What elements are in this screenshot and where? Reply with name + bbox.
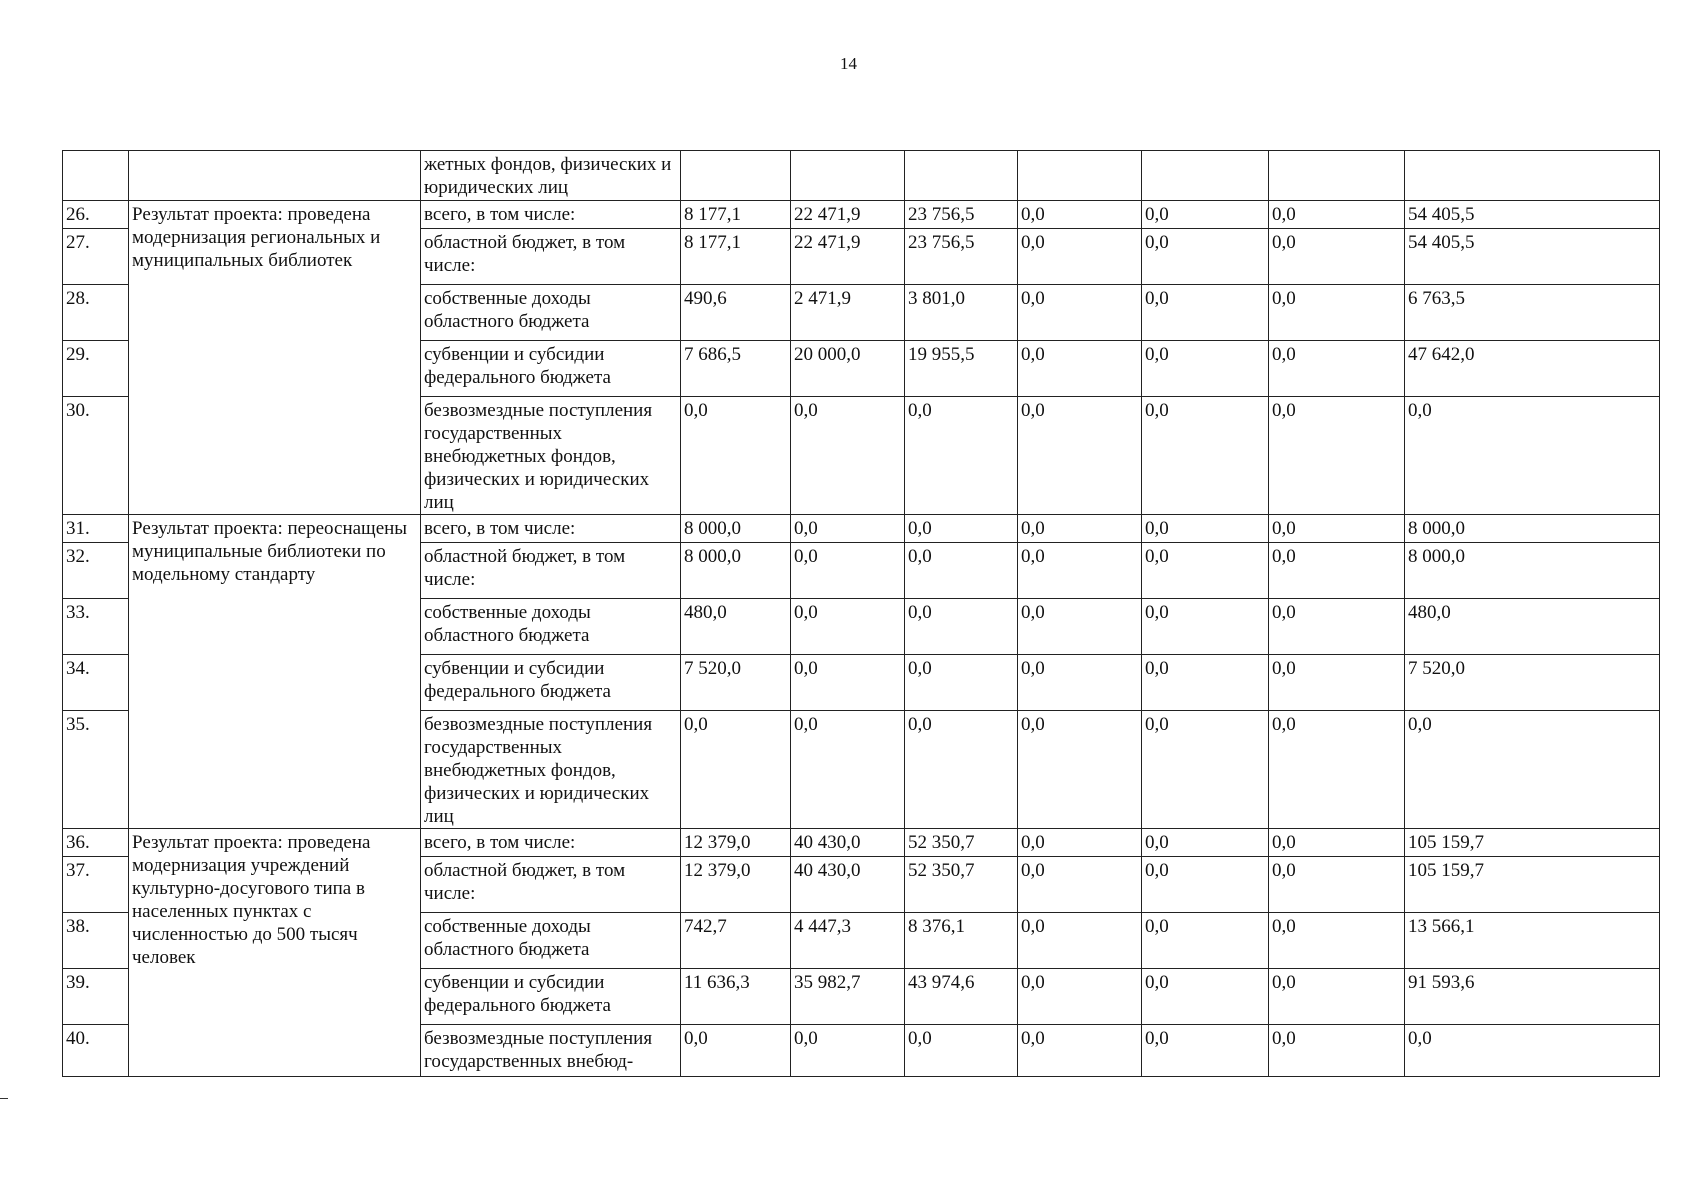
row-number-cell: 39. (63, 969, 129, 1025)
result-cell: Результат проекта: проведена модернизация учреждений культурно-досугового типа в населенных пунктах с численностью до 500 тысяч человек (129, 829, 421, 1077)
value-cell: 0,0 (1018, 285, 1142, 341)
value-cell: 7 520,0 (1405, 655, 1660, 711)
value-cell (1405, 151, 1660, 201)
value-cell: 2 471,9 (791, 285, 905, 341)
row-number-cell: 28. (63, 285, 129, 341)
value-cell: 0,0 (905, 655, 1018, 711)
value-cell: 6 763,5 (1405, 285, 1660, 341)
value-cell: 0,0 (1142, 285, 1269, 341)
value-cell: 7 686,5 (681, 341, 791, 397)
value-cell: 40 430,0 (791, 857, 905, 913)
value-cell: 0,0 (1269, 341, 1405, 397)
value-cell: 8 177,1 (681, 201, 791, 229)
value-cell: 0,0 (1142, 1025, 1269, 1077)
value-cell: 11 636,3 (681, 969, 791, 1025)
value-cell: 13 566,1 (1405, 913, 1660, 969)
value-cell: 0,0 (1018, 397, 1142, 515)
value-cell: 20 000,0 (791, 341, 905, 397)
value-cell (1269, 151, 1405, 201)
result-cell: Результат проекта: проведена модернизация региональных и муниципальных библиотек (129, 201, 421, 515)
value-cell: 23 756,5 (905, 201, 1018, 229)
value-cell: 0,0 (681, 1025, 791, 1077)
value-cell (681, 151, 791, 201)
value-cell: 0,0 (791, 543, 905, 599)
category-cell: всего, в том числе: (421, 201, 681, 229)
value-cell: 0,0 (1018, 341, 1142, 397)
value-cell: 0,0 (905, 543, 1018, 599)
value-cell: 0,0 (1269, 711, 1405, 829)
table-row (63, 201, 1660, 229)
row-number-cell: 34. (63, 655, 129, 711)
value-cell: 0,0 (791, 711, 905, 829)
value-cell: 0,0 (1142, 229, 1269, 285)
value-cell: 12 379,0 (681, 829, 791, 857)
value-cell: 0,0 (1269, 829, 1405, 857)
value-cell: 54 405,5 (1405, 201, 1660, 229)
value-cell: 91 593,6 (1405, 969, 1660, 1025)
value-cell: 0,0 (791, 599, 905, 655)
row-number-cell: 33. (63, 599, 129, 655)
category-cell: субвенции и субсидии федерального бюджета (421, 969, 681, 1025)
value-cell: 8 000,0 (681, 543, 791, 599)
value-cell: 8 000,0 (1405, 515, 1660, 543)
value-cell: 8 000,0 (1405, 543, 1660, 599)
value-cell: 8 000,0 (681, 515, 791, 543)
category-cell: всего, в том числе: (421, 829, 681, 857)
value-cell: 0,0 (1142, 969, 1269, 1025)
value-cell: 0,0 (1269, 543, 1405, 599)
category-cell: безвозмездные поступления государственных внебюджетных фондов, физических и юридических лиц (421, 711, 681, 829)
value-cell: 0,0 (1018, 229, 1142, 285)
table-body (63, 151, 1660, 1077)
value-cell: 0,0 (791, 397, 905, 515)
value-cell: 0,0 (1269, 285, 1405, 341)
category-cell: всего, в том числе: (421, 515, 681, 543)
value-cell: 0,0 (1405, 1025, 1660, 1077)
value-cell: 0,0 (905, 397, 1018, 515)
value-cell: 0,0 (1018, 969, 1142, 1025)
category-cell: собственные доходы областного бюджета (421, 285, 681, 341)
value-cell: 0,0 (1269, 1025, 1405, 1077)
category-cell: жетных фондов, физических и юридических лиц (421, 151, 681, 201)
category-cell: субвенции и субсидии федерального бюджета (421, 655, 681, 711)
value-cell: 12 379,0 (681, 857, 791, 913)
value-cell: 0,0 (1269, 515, 1405, 543)
row-number-cell: 27. (63, 229, 129, 285)
row-number-cell: 26. (63, 201, 129, 229)
row-number-cell: 36. (63, 829, 129, 857)
budget-table (62, 150, 1660, 1077)
value-cell: 0,0 (905, 599, 1018, 655)
value-cell (791, 151, 905, 201)
value-cell: 52 350,7 (905, 829, 1018, 857)
value-cell: 0,0 (791, 1025, 905, 1077)
value-cell: 0,0 (1142, 913, 1269, 969)
value-cell: 0,0 (1142, 655, 1269, 711)
value-cell: 0,0 (1142, 829, 1269, 857)
value-cell: 0,0 (1142, 857, 1269, 913)
value-cell: 0,0 (1269, 599, 1405, 655)
value-cell: 0,0 (1018, 515, 1142, 543)
row-number-cell: 31. (63, 515, 129, 543)
value-cell: 490,6 (681, 285, 791, 341)
value-cell: 54 405,5 (1405, 229, 1660, 285)
value-cell: 0,0 (1018, 543, 1142, 599)
row-number-cell: 37. (63, 857, 129, 913)
value-cell: 0,0 (1142, 515, 1269, 543)
value-cell: 0,0 (1142, 711, 1269, 829)
value-cell: 0,0 (1142, 397, 1269, 515)
value-cell: 7 520,0 (681, 655, 791, 711)
value-cell (905, 151, 1018, 201)
category-cell: областной бюджет, в том числе: (421, 543, 681, 599)
value-cell: 0,0 (681, 711, 791, 829)
row-number-cell: 30. (63, 397, 129, 515)
value-cell: 0,0 (1018, 201, 1142, 229)
value-cell: 4 447,3 (791, 913, 905, 969)
table-row (63, 515, 1660, 543)
value-cell: 0,0 (1269, 857, 1405, 913)
value-cell: 105 159,7 (1405, 857, 1660, 913)
result-cell: Результат проекта: переоснащены муниципальные библиотеки по модельному стандарту (129, 515, 421, 829)
value-cell: 52 350,7 (905, 857, 1018, 913)
row-number-cell: 32. (63, 543, 129, 599)
value-cell: 0,0 (1269, 397, 1405, 515)
value-cell: 0,0 (791, 515, 905, 543)
value-cell: 480,0 (681, 599, 791, 655)
scan-mark (0, 1098, 8, 1099)
value-cell: 480,0 (1405, 599, 1660, 655)
value-cell: 0,0 (1269, 913, 1405, 969)
value-cell: 40 430,0 (791, 829, 905, 857)
value-cell: 0,0 (1018, 711, 1142, 829)
row-number-cell (63, 151, 129, 201)
table-row-carry-over (63, 151, 1660, 201)
category-cell: областной бюджет, в том числе: (421, 857, 681, 913)
value-cell (1018, 151, 1142, 201)
row-number-cell: 35. (63, 711, 129, 829)
value-cell: 0,0 (905, 1025, 1018, 1077)
category-cell: безвозмездные поступления государственных внебюд- (421, 1025, 681, 1077)
value-cell: 0,0 (905, 515, 1018, 543)
value-cell: 0,0 (1142, 201, 1269, 229)
category-cell: безвозмездные поступления государственных внебюджетных фондов, физических и юридических лиц (421, 397, 681, 515)
value-cell: 0,0 (1018, 857, 1142, 913)
value-cell: 47 642,0 (1405, 341, 1660, 397)
value-cell: 0,0 (1018, 599, 1142, 655)
value-cell: 0,0 (905, 711, 1018, 829)
value-cell: 0,0 (1405, 711, 1660, 829)
category-cell: собственные доходы областного бюджета (421, 599, 681, 655)
value-cell: 105 159,7 (1405, 829, 1660, 857)
value-cell: 0,0 (1269, 969, 1405, 1025)
value-cell: 43 974,6 (905, 969, 1018, 1025)
row-number-cell: 29. (63, 341, 129, 397)
result-cell (129, 151, 421, 201)
value-cell: 0,0 (1405, 397, 1660, 515)
value-cell: 19 955,5 (905, 341, 1018, 397)
value-cell: 0,0 (1018, 913, 1142, 969)
value-cell: 8 376,1 (905, 913, 1018, 969)
value-cell: 0,0 (1018, 1025, 1142, 1077)
category-cell: областной бюджет, в том числе: (421, 229, 681, 285)
value-cell (1142, 151, 1269, 201)
value-cell: 742,7 (681, 913, 791, 969)
value-cell: 0,0 (1018, 655, 1142, 711)
value-cell: 0,0 (1142, 543, 1269, 599)
page-number: 14 (840, 54, 857, 73)
value-cell: 0,0 (1269, 201, 1405, 229)
value-cell: 0,0 (791, 655, 905, 711)
value-cell: 0,0 (1142, 599, 1269, 655)
value-cell: 0,0 (1018, 829, 1142, 857)
value-cell: 0,0 (1269, 229, 1405, 285)
value-cell: 0,0 (1269, 655, 1405, 711)
value-cell: 22 471,9 (791, 229, 905, 285)
category-cell: субвенции и субсидии федерального бюджета (421, 341, 681, 397)
value-cell: 8 177,1 (681, 229, 791, 285)
value-cell: 0,0 (1142, 341, 1269, 397)
row-number-cell: 40. (63, 1025, 129, 1077)
value-cell: 35 982,7 (791, 969, 905, 1025)
value-cell: 22 471,9 (791, 201, 905, 229)
table-row (63, 829, 1660, 857)
value-cell: 0,0 (681, 397, 791, 515)
row-number-cell: 38. (63, 913, 129, 969)
category-cell: собственные доходы областного бюджета (421, 913, 681, 969)
value-cell: 3 801,0 (905, 285, 1018, 341)
value-cell: 23 756,5 (905, 229, 1018, 285)
